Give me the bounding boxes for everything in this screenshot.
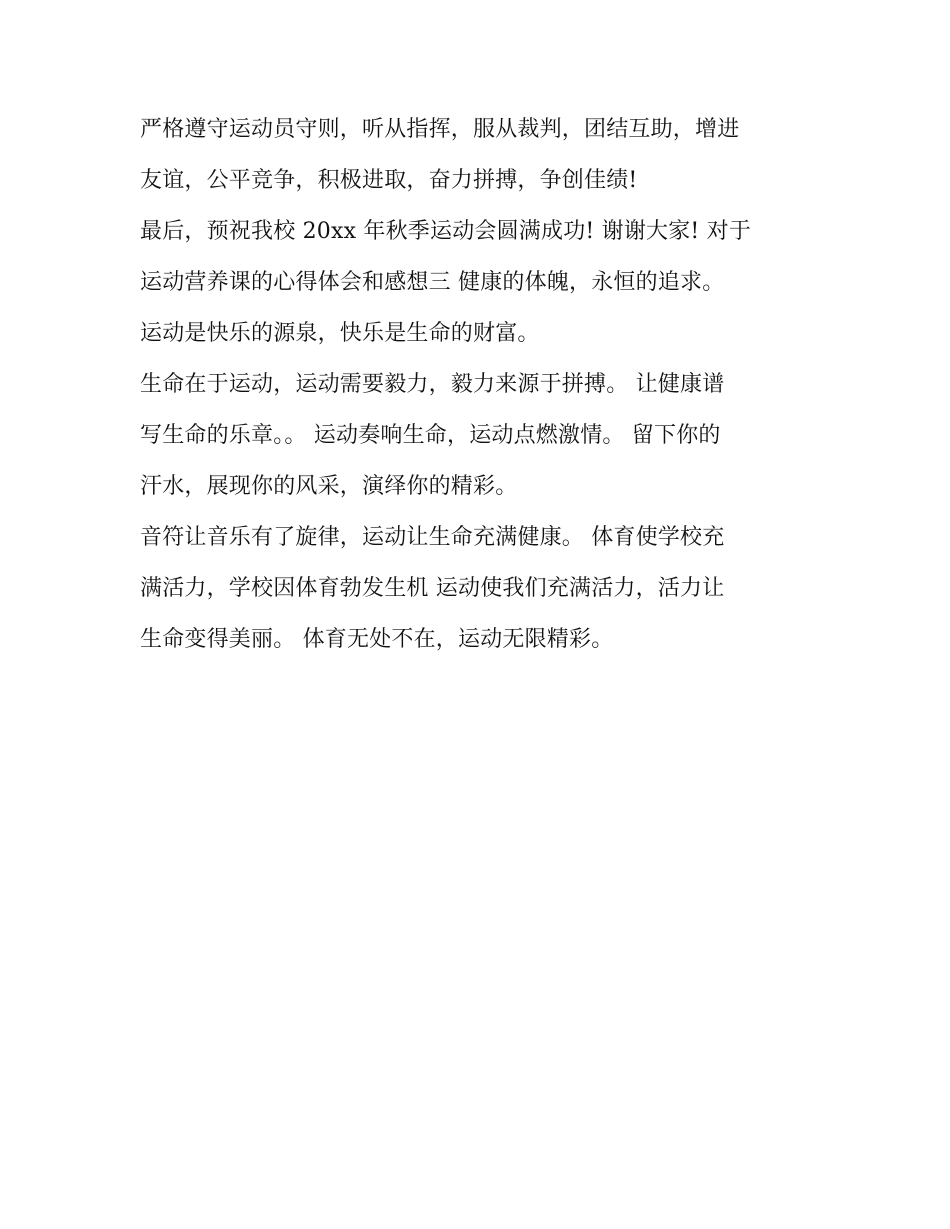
- text-line-9: 音符让音乐有了旋律，运动让生命充满健康。 体育使学校充: [140, 525, 725, 550]
- text-line-1: 严格遵守运动员守则，听从指挥，服从裁判，团结互助，增进: [140, 117, 740, 142]
- text-line-8: 汗水，展现你的风采，演绎你的精彩。: [140, 474, 518, 499]
- text-line-3: 最后，预祝我校 20xx 年秋季运动会圆满成功! 谢谢大家! 对于: [140, 219, 752, 244]
- document-body: [140, 104, 820, 665]
- text-line-4: 运动营养课的心得体会和感想三 健康的体魄，永恒的追求。: [140, 270, 725, 295]
- text-line-10: 满活力，学校因体育勃发生机 运动使我们充满活力，活力让: [140, 576, 725, 601]
- text-line-2: 友谊，公平竞争，积极进取，奋力拼搏，争创佳绩!: [140, 168, 638, 193]
- text-line-5: 运动是快乐的源泉，快乐是生命的财富。: [140, 321, 540, 346]
- text-line-7: 写生命的乐章。。 运动奏响生命，运动点燃激情。 留下你的: [140, 423, 721, 448]
- text-line-11: 生命变得美丽。 体育无处不在，运动无限精彩。: [140, 627, 614, 652]
- text-line-6: 生命在于运动，运动需要毅力，毅力来源于拼搏。 让健康谱: [140, 372, 725, 397]
